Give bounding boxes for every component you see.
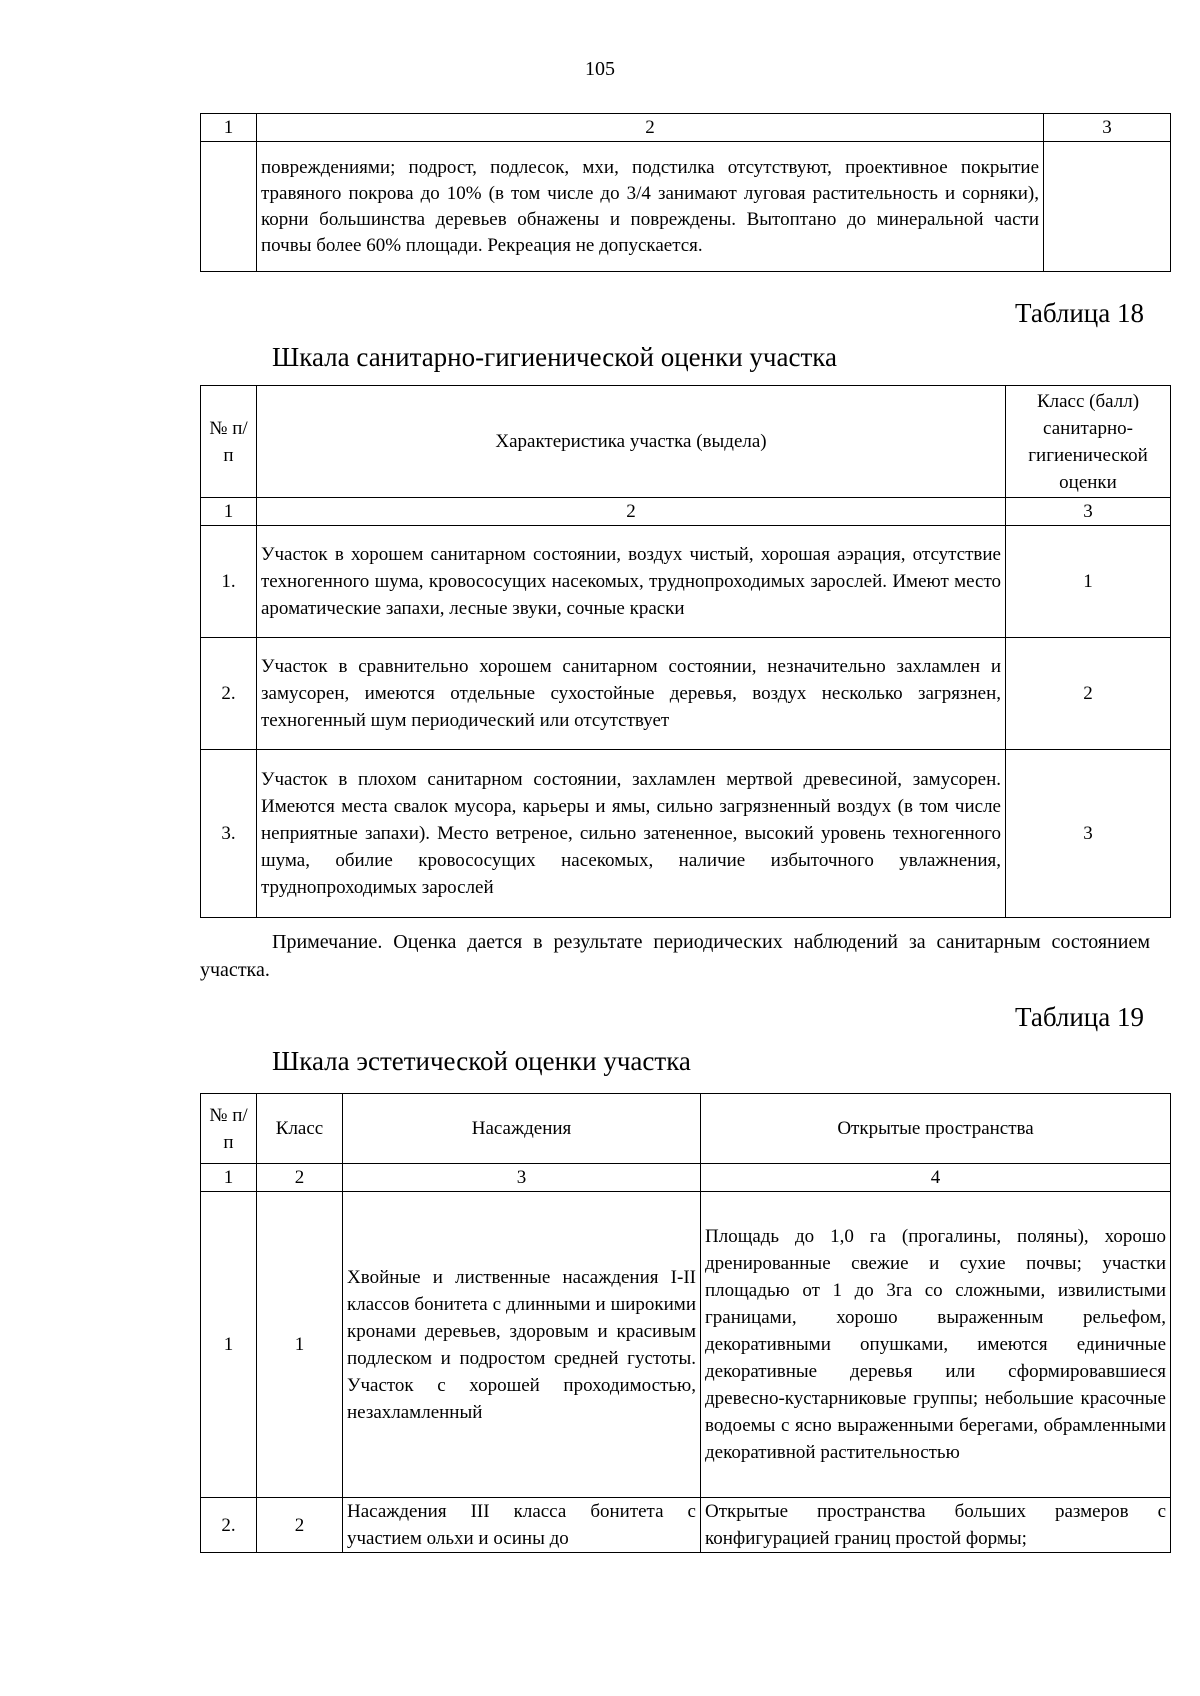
page-number: 105 (585, 58, 615, 80)
row-score: 3 (1006, 750, 1171, 918)
table-19 (200, 1093, 1171, 1553)
row-text: Участок в сравнительно хорошем санитарном состоянии, незначительно захламлен и замусорен, имеются отдельные сухостойные деревья, воздух несколько загрязнен, техногенный шум периодический или отсутствует (257, 638, 1006, 750)
col-number: 2 (257, 114, 1044, 142)
row-open-spaces: Площадь до 1,0 га (прогалины, поляны), хорошо дренированные свежие и сухие почвы; участки площадью от 1 до 3га со сложными, извилистыми границами, хорошо выраженным рельефом, декоративными опушками, имеются единичные декоративные деревья или сформировавшиеся древесно-кустарниковые группы; небольшие красочные водоемы с ясно выраженными берегами, обрамленными декоративной растительностью (701, 1192, 1171, 1498)
row-open-spaces: Открытые пространства больших размеров с конфигурацией границ простой формы; (701, 1498, 1171, 1553)
row-number: 1 (201, 1192, 257, 1498)
col-number: 3 (1006, 498, 1171, 526)
empty-cell (1044, 142, 1171, 272)
row-stands: Хвойные и лиственные насаждения I-II классов бонитета с длинными и широкими кронами деревьев, здоровым и красивым подлеском и подростом средней густоты. Участок с хорошей проходимостью, незахламленный (343, 1192, 701, 1498)
row-number: 1. (201, 526, 257, 638)
header-class: Класс (257, 1094, 343, 1164)
table-19-label: Таблица 19 (1015, 1002, 1144, 1032)
row-score: 2 (1006, 638, 1171, 750)
row-text: Участок в плохом санитарном состоянии, захламлен мертвой древесиной, замусорен. Имеются места свалок мусора, карьеры и ямы, сильно загрязненный воздух (в том числе неприятные запахи). Место ветреное, сильно затененное, высокий уровень техногенного шума, обилие кровососущих насекомых, наличие избыточного увлажнения, труднопроходимых зарослей (257, 750, 1006, 918)
table-row (201, 526, 1171, 638)
header-characteristic: Характеристика участка (выдела) (257, 386, 1006, 498)
table-row (201, 1498, 1171, 1553)
row-class: 2 (257, 1498, 343, 1553)
col-number: 1 (201, 114, 257, 142)
col-number: 1 (201, 1164, 257, 1192)
row-number: 3. (201, 750, 257, 918)
col-number: 3 (1044, 114, 1171, 142)
table-18 (200, 385, 1171, 918)
row-stands: Насаждения III класса бонитета с участием ольхи и осины до (343, 1498, 701, 1553)
col-number: 2 (257, 498, 1006, 526)
empty-cell (201, 142, 257, 272)
row-score: 1 (1006, 526, 1171, 638)
table-row (201, 638, 1171, 750)
table-18-title: Шкала санитарно-гигиенической оценки участка (272, 342, 837, 372)
header-stands: Насаждения (343, 1094, 701, 1164)
col-number: 3 (343, 1164, 701, 1192)
row-number: 2. (201, 638, 257, 750)
row-number: 2. (201, 1498, 257, 1553)
table-18-note: Примечание. Оценка дается в результате периодических наблюдений за санитарным состоянием участка. (200, 931, 1150, 981)
table-row (201, 1192, 1171, 1498)
row-text: Участок в хорошем санитарном состоянии, воздух чистый, хорошая аэрация, отсутствие техногенного шума, кровососущих насекомых, труднопроходимых зарослей. Имеют место ароматические запахи, лесные звуки, сочные краски (257, 526, 1006, 638)
table-19-title: Шкала эстетической оценки участка (272, 1046, 691, 1076)
continuation-table (200, 113, 1171, 272)
col-number: 2 (257, 1164, 343, 1192)
col-number: 1 (201, 498, 257, 526)
header-open-spaces: Открытые пространства (701, 1094, 1171, 1164)
table-row (201, 750, 1171, 918)
table-18-label: Таблица 18 (1015, 298, 1144, 328)
table-cell-text: повреждениями; подрост, подлесок, мхи, подстилка отсутствуют, проективное покрытие травяного покрова до 10% (в том числе до 3/4 занимают луговая растительность и сорняки), корни большинства деревьев обнажены и повреждены. Вытоптано до минеральной части почвы более 60% площади. Рекреация не допускается. (257, 142, 1044, 272)
header-number: № п/п (201, 1094, 257, 1164)
header-number: № п/п (201, 386, 257, 498)
col-number: 4 (701, 1164, 1171, 1192)
header-class: Класс (балл) санитарно-гигиенической оценки (1006, 386, 1171, 498)
row-class: 1 (257, 1192, 343, 1498)
